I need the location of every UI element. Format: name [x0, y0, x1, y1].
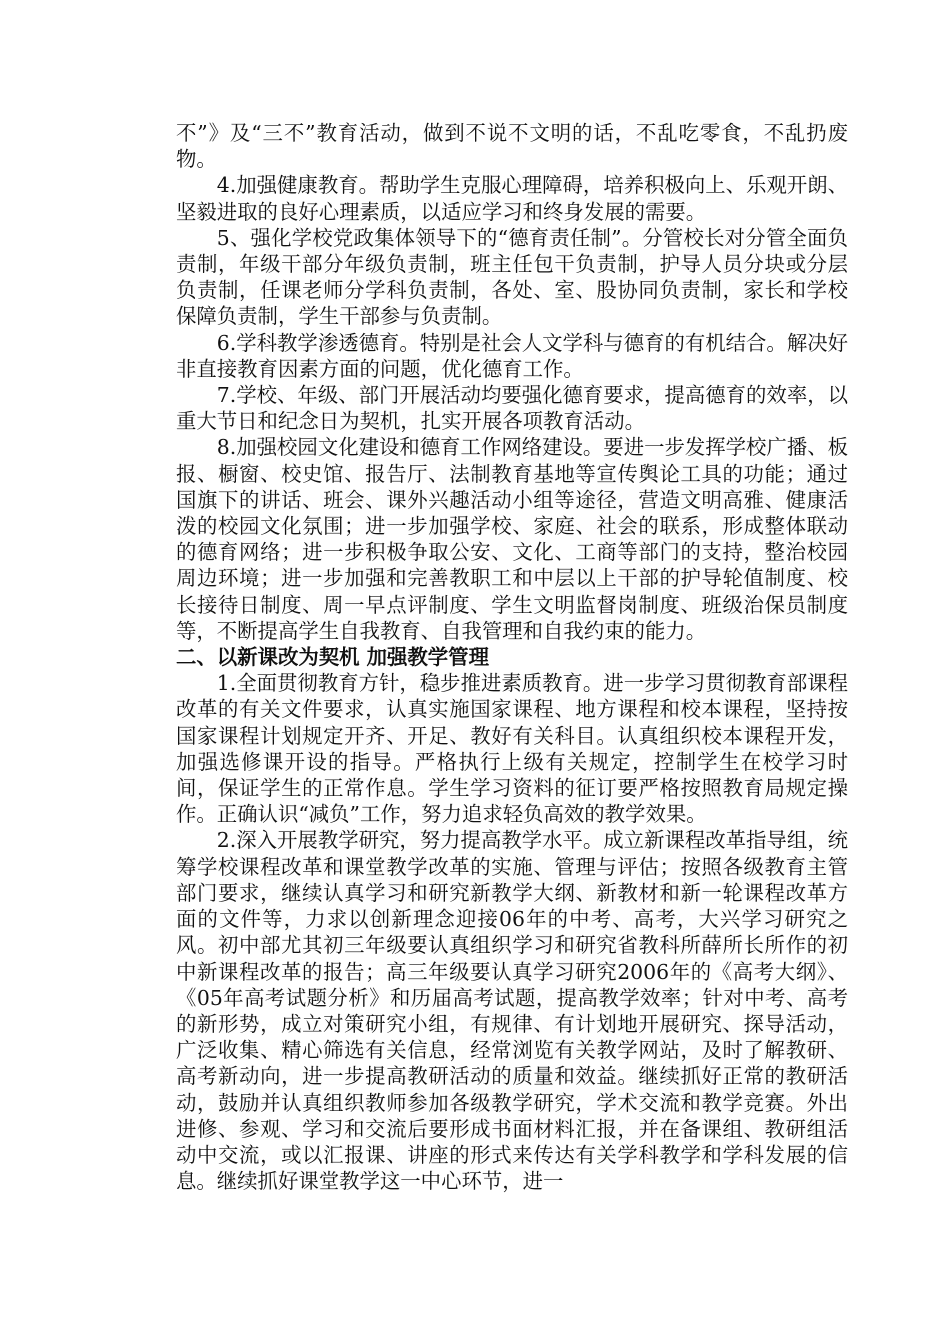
paragraph-health-education: 4.加强健康教育。帮助学生克服心理障碍，培养积极向上、乐观开朗、坚毅进取的良好心理素质，以适应学习和终身发展的需要。 — [176, 173, 848, 224]
paragraph-responsibility-system: 5、强化学校党政集体领导下的“德育责任制”。分管校长对分管全面负责制，年级干部分年级负责制，班主任包干负责制，护导人员分块或分层负责制，任课老师分学科负责制，各处、室、股协同负责制，家长和学校保障负责制，学生干部参与负责制。 — [176, 225, 848, 329]
paragraph-subject-moral-education: 6.学科教学渗透德育。特别是社会人文学科与德育的有机结合。解决好非直接教育因素方面的问题，优化德育工作。 — [176, 330, 848, 381]
paragraph-campus-culture: 8.加强校园文化建设和德育工作网络建设。要进一步发挥学校广播、板报、橱窗、校史馆、报告厅、法制教育基地等宣传舆论工具的功能；通过国旗下的讲话、班会、课外兴趣活动小组等途径，营造文明高雅、健康活泼的校园文化氛围；进一步加强学校、家庭、社会的联系，形成整体联动的德育网络；进一步积极争取公安、文化、工商等部门的支持，整治校园周边环境；进一步加强和完善教职工和中层以上干部的护导轮值制度、校长接待日制度、周一早点评制度、学生文明监督岗制度、班级治保员制度等，不断提高学生自我教育、自我管理和自我约束的能力。 — [176, 435, 848, 643]
paragraph-continuation: 不”》及“三不”教育活动，做到不说不文明的话，不乱吃零食，不乱扔废物。 — [176, 121, 848, 172]
paragraph-teaching-research: 2.深入开展教学研究，努力提高教学水平。成立新课程改革指导组，统筹学校课程改革和课堂教学改革的实施、管理与评估；按照各级教育主管部门要求，继续认真学习和研究新教学大纲、新教材和新一轮课程改革方面的文件等，力求以创新理念迎接06年的中考、高考，大兴学习研究之风。初中部尤其初三年级要认真组织学习和研究省教科所薛所长所作的初中新课程改革的报告；高三年级要认真学习研究2006年的《高考大纲》、《05年高考试题分析》和历届高考试题，提高教学效率；针对中考、高考的新形势，成立对策研究小组，有规律、有计划地开展研究、探导活动，广泛收集、精心筛选有关信息，经常浏览有关教学网站，及时了解教研、高考新动向，进一步提高教研活动的质量和效益。继续抓好正常的教研活动，鼓励并认真组织教师参加各级教学研究，学术交流和教学竞赛。外出进修、参观、学习和交流后要形成书面材料汇报，并在备课组、教研组活动中交流，或以汇报课、讲座的形式来传达有关学科教学和学科发展的信息。继续抓好课堂教学这一中心环节，进一 — [176, 828, 848, 1194]
paragraph-education-policy: 1.全面贯彻教育方针，稳步推进素质教育。进一步学习贯彻教育部课程改革的有关文件要求，认真实施国家课程、地方课程和校本课程，坚持按国家课程计划规定开齐、开足、教好有关科目。认真组织校本课程开发，加强选修课开设的指导。严格执行上级有关规定，控制学生在校学习时间，保证学生的正常作息。学生学习资料的征订要严格按照教育局规定操作。正确认识“减负”工作，努力追求轻负高效的教学效果。 — [176, 671, 848, 827]
document-page — [176, 120, 848, 1194]
section-heading: 二、以新课改为契机 加强教学管理 — [176, 645, 489, 670]
paragraph-activities: 7.学校、年级、部门开展活动均要强化德育要求，提高德育的效率，以重大节日和纪念日为契机，扎实开展各项教育活动。 — [176, 383, 848, 434]
